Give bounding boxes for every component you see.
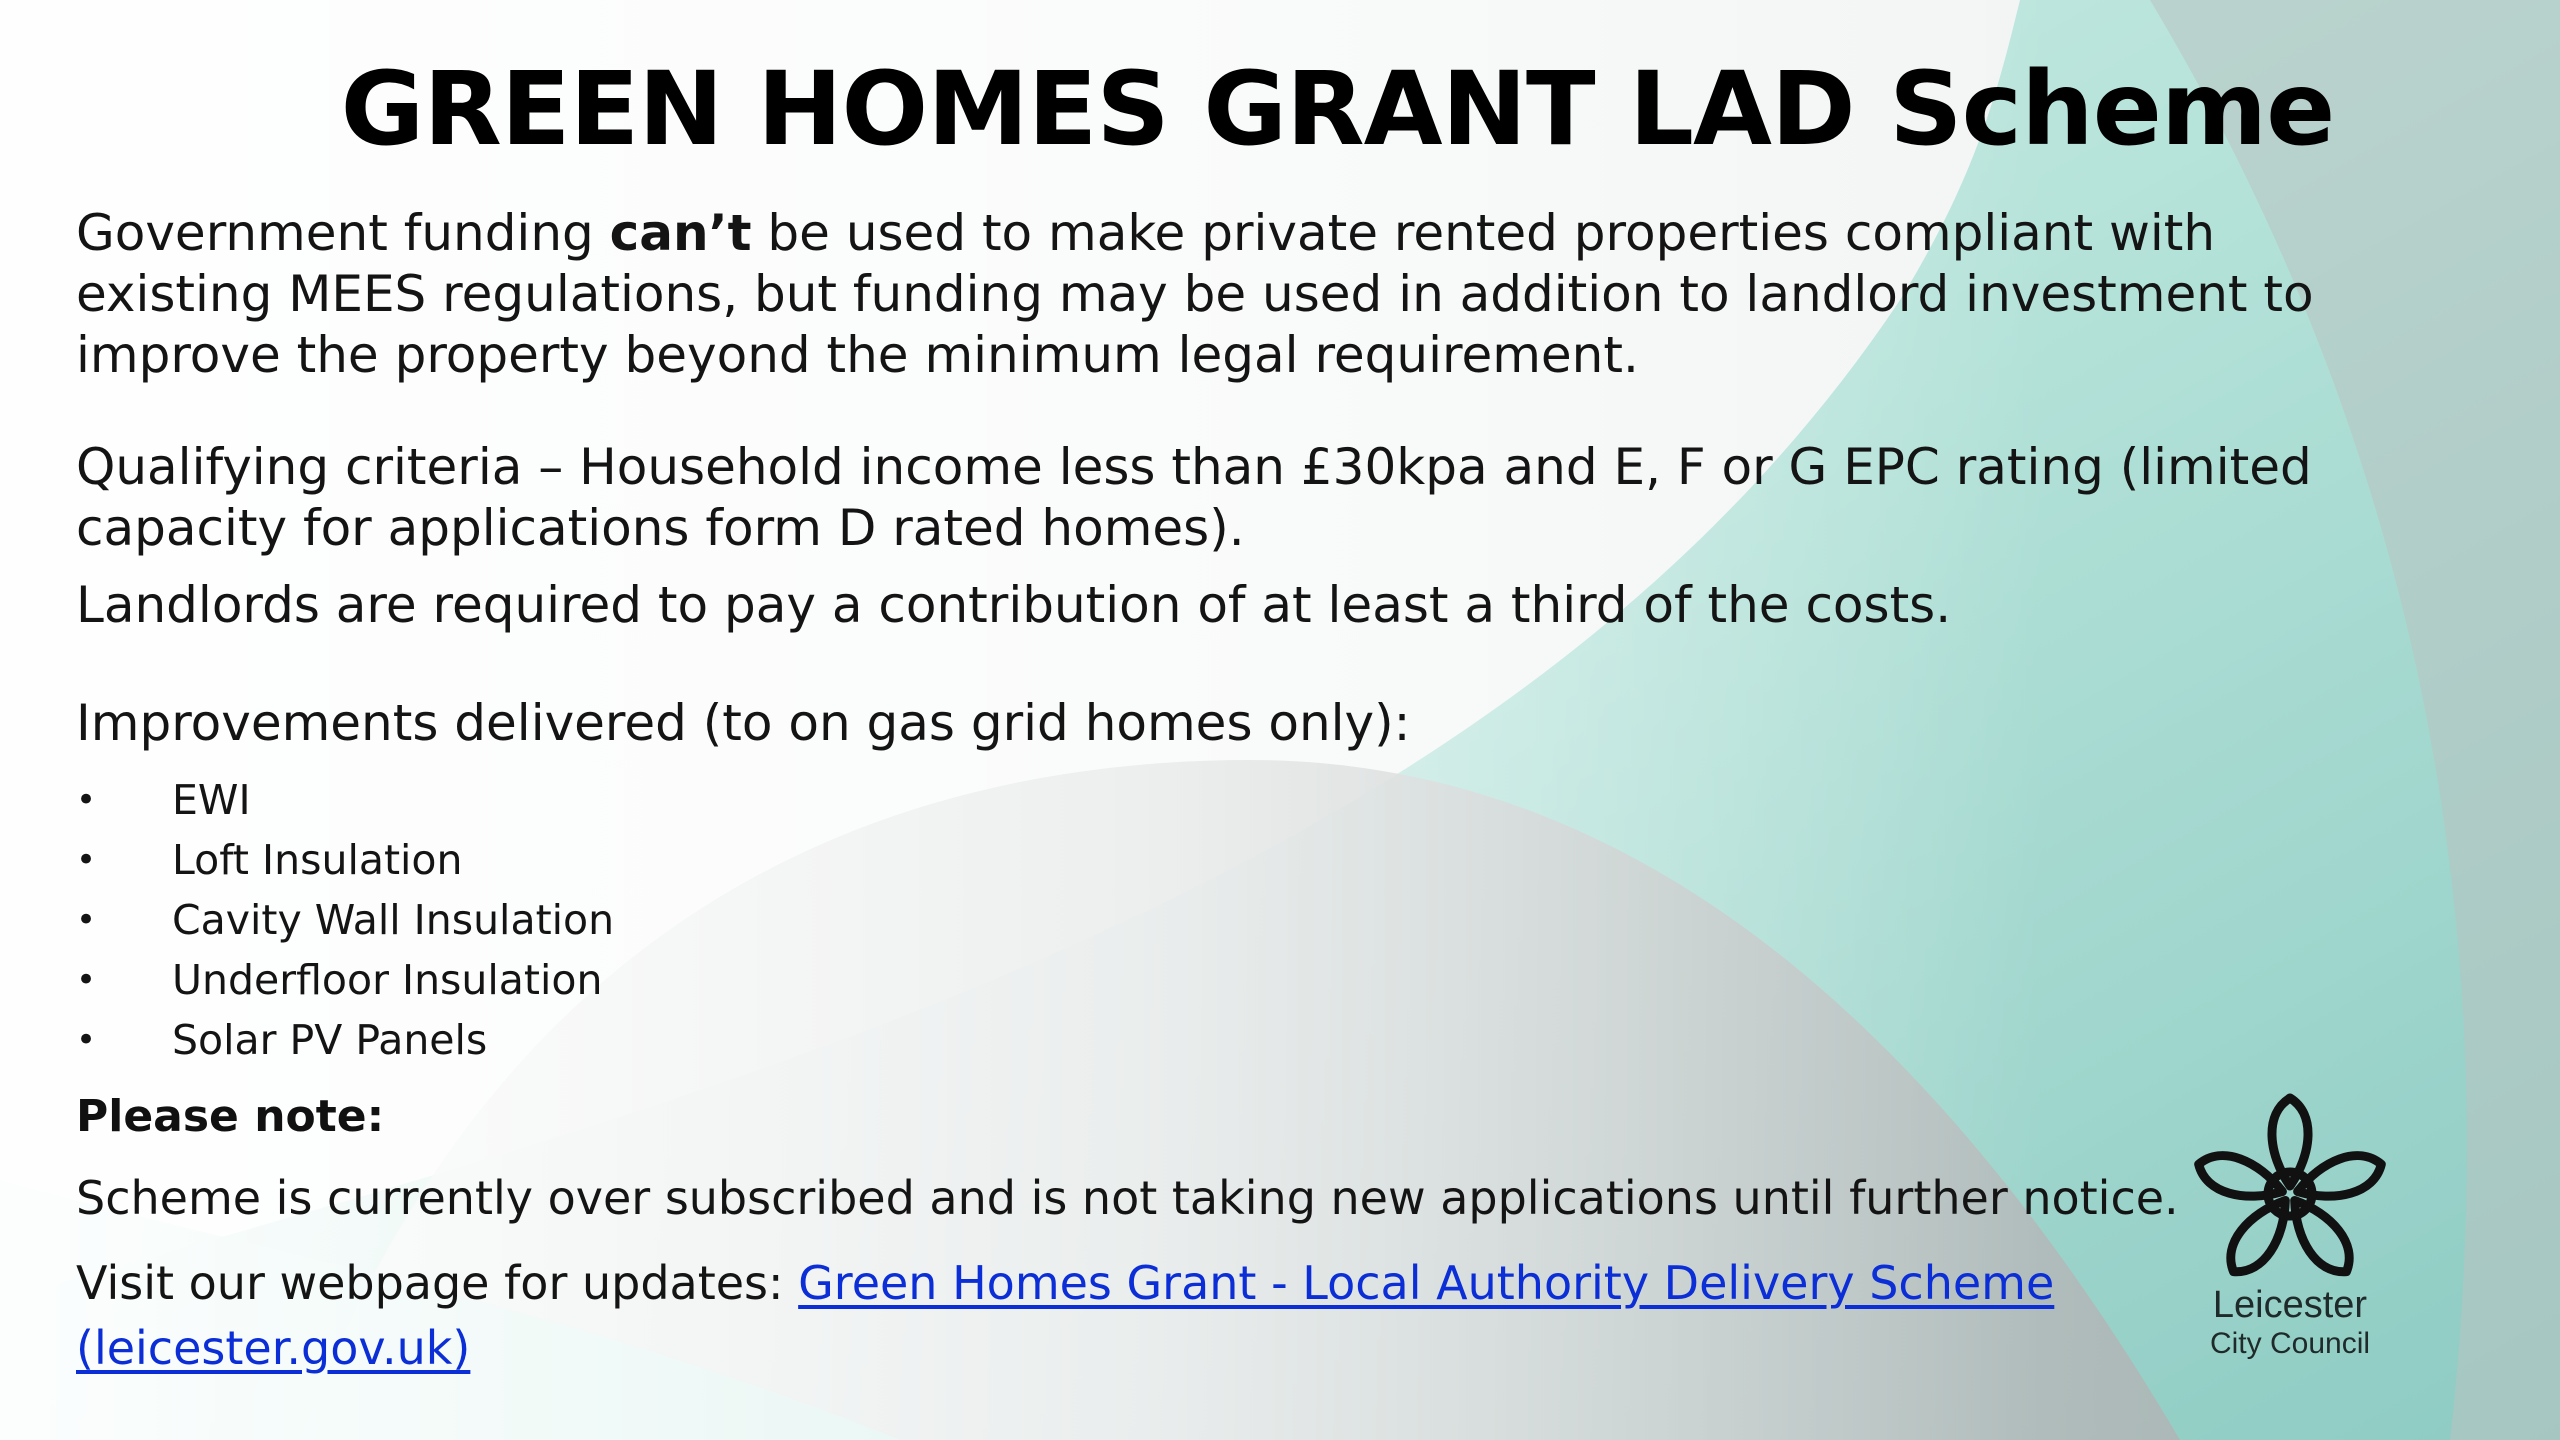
visit-prefix: Visit our webpage for updates: — [76, 1256, 799, 1310]
bullet-icon: • — [76, 1020, 97, 1060]
logo-text-city-council: City Council — [2209, 1327, 2371, 1360]
list-item-label: Solar PV Panels — [172, 1016, 488, 1064]
intro-line2: existing MEES regulations, but funding may be used in addition to landlord investment to — [76, 265, 2314, 323]
list-item-label: Cavity Wall Insulation — [172, 896, 615, 944]
intro-line3: improve the property beyond the minimum legal requirement. — [76, 326, 1639, 384]
list-item — [76, 830, 614, 890]
cinquefoil-rose-icon — [2190, 1090, 2390, 1290]
list-item-label: EWI — [172, 776, 251, 824]
scheme-link[interactable]: Green Homes Grant - Local Authority Delivery Scheme — [798, 1256, 2055, 1310]
logo-text-leicester: Leicester — [2212, 1284, 2368, 1326]
please-note-text: Scheme is currently over subscribed and is not taking new applications until further notice. — [76, 1171, 2179, 1225]
list-item — [76, 890, 614, 950]
list-item — [76, 1010, 614, 1070]
please-note-label: Please note: — [76, 1091, 385, 1142]
list-item-label: Loft Insulation — [172, 836, 463, 884]
intro-line1-after: be used to make private rented properties compliant with — [751, 204, 2216, 262]
criteria-line1: Qualifying criteria – Household income less than £30kpa and E, F or G EPC rating (limited — [76, 438, 2312, 496]
landlord-contribution: Landlords are required to pay a contribution of at least a third of the costs. — [76, 576, 1952, 634]
list-item — [76, 770, 614, 830]
intro-line1-before: Government funding — [76, 204, 610, 262]
bullet-icon: • — [76, 840, 97, 880]
list-item — [76, 950, 614, 1010]
bullet-icon: • — [76, 960, 97, 1000]
intro-line1-bold: can’t — [609, 204, 752, 262]
leicester-city-council-logo — [2185, 1090, 2395, 1370]
intro-paragraph — [76, 203, 2314, 386]
criteria-paragraph — [76, 437, 2312, 559]
slide-title: GREEN HOMES GRANT LAD Scheme — [340, 50, 2335, 169]
improvements-heading: Improvements delivered (to on gas grid homes only): — [76, 694, 1411, 752]
visit-webpage-line — [76, 1248, 2054, 1318]
improvements-list — [76, 770, 614, 1070]
bullet-icon: • — [76, 780, 97, 820]
bullet-icon: • — [76, 900, 97, 940]
scheme-link-domain[interactable]: (leicester.gov.uk) — [76, 1321, 471, 1375]
criteria-line2: capacity for applications form D rated homes). — [76, 499, 1245, 557]
list-item-label: Underfloor Insulation — [172, 956, 603, 1004]
